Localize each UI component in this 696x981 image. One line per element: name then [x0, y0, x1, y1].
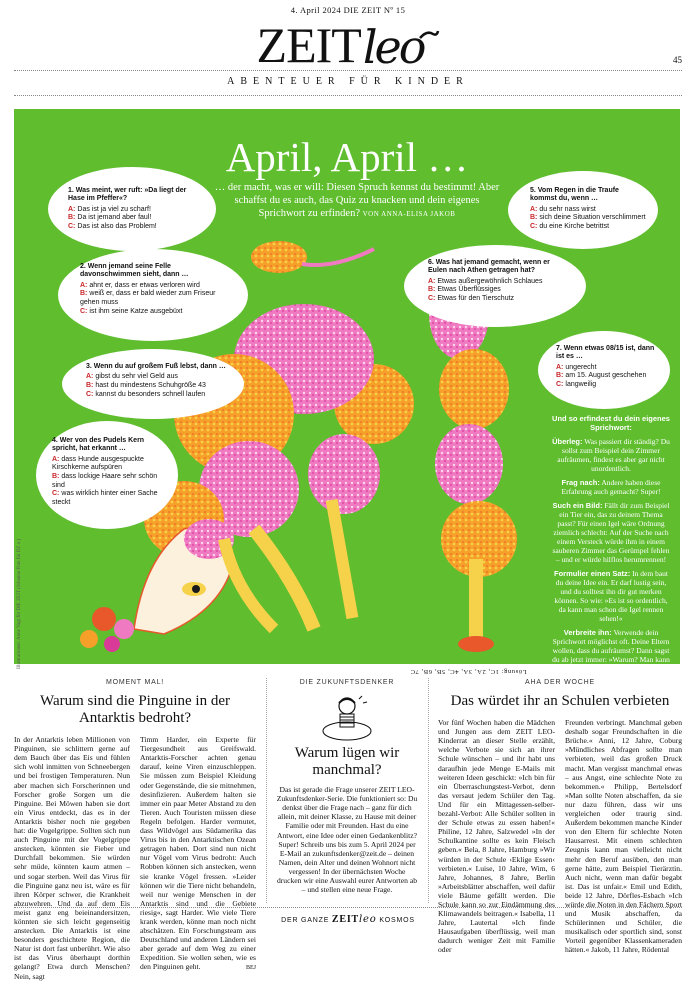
masthead-rule-top: [14, 70, 682, 71]
answer-letter: A:: [68, 205, 76, 213]
answer-letter: C:: [86, 390, 94, 398]
lion-tail-icon: [419, 28, 439, 42]
answer-option[interactable]: [52, 456, 164, 473]
answer-text: Das ist ja viel zu scharf!: [77, 205, 151, 213]
answer-text: dass Hunde ausgespuckte Kirschkerne aufspüren: [52, 455, 144, 472]
answer-option[interactable]: [80, 290, 230, 307]
column-zukunftsdenker: [276, 678, 418, 894]
logo-zeit: ZEIT: [256, 17, 361, 73]
step-label: Such ein Bild:: [552, 501, 603, 510]
answer-letter: C:: [68, 223, 76, 230]
instruction-step: [550, 569, 672, 623]
instruction-step: [550, 437, 672, 473]
instruction-step: [550, 628, 672, 673]
quiz-bubble-5: [508, 171, 658, 249]
quiz-bubble-1: [48, 167, 216, 251]
masthead-rule-bottom: [14, 95, 682, 96]
answer-letter: C:: [52, 490, 60, 498]
answer-text: dass lockige Haare sehr schön sind: [52, 473, 158, 489]
footer-brand[interactable]: [0, 914, 696, 925]
question-text: 3. Wenn du auf großem Fuß lebst, dann …: [86, 363, 226, 370]
answer-option[interactable]: [530, 206, 646, 215]
issue-date: 4. April 2024 DIE ZEIT Nº 15: [290, 5, 406, 15]
answer-text: gibst du sehr viel Geld aus: [95, 373, 178, 381]
answer-letter: B:: [556, 372, 564, 380]
answer-option[interactable]: [80, 282, 230, 291]
answer-option[interactable]: [556, 372, 660, 381]
answer-text: Etwas außergewöhnlich Schlaues: [437, 277, 543, 285]
answer-text: ist ihm seine Katze ausgebüxt: [89, 307, 183, 315]
answer-option[interactable]: [86, 382, 226, 391]
answer-text: weiß er, dass er bald wieder zum Friseur gehen muss: [80, 290, 216, 306]
instruction-step: [550, 478, 672, 496]
quiz-bubble-7: [538, 331, 670, 409]
column-penguins: [14, 678, 256, 981]
answer-text: hast du mindestens Schuhgröße 43: [95, 382, 206, 389]
answer-text: langweilig: [565, 381, 597, 388]
page-number: 45: [673, 55, 682, 65]
answer-letter: C:: [80, 307, 88, 315]
instruction-step: [550, 501, 672, 564]
answer-letter: A:: [428, 277, 436, 285]
answer-text: Etwas für den Tierschutz: [437, 295, 515, 302]
answer-text: kannst du besonders schnell laufen: [95, 390, 206, 398]
answer-text: Da ist jemand aber faul!: [77, 214, 152, 222]
answer-letter: B:: [68, 214, 76, 222]
answer-option[interactable]: [86, 373, 226, 382]
answer-option[interactable]: [428, 286, 568, 295]
answer-letter: C:: [428, 295, 436, 302]
answer-text: Etwas Überflüssiges: [437, 286, 501, 294]
answer-letter: A:: [86, 373, 94, 381]
answer-letter: A:: [530, 205, 538, 213]
answer-text: du eine Kirche betrittst: [539, 223, 610, 230]
answer-letter: C:: [530, 223, 538, 230]
answer-letter: B:: [80, 290, 88, 298]
zeit-leo-logo[interactable]: [0, 14, 696, 74]
answer-text: was wirklich hinter einer Sache steckt: [52, 490, 158, 506]
answer-option[interactable]: [556, 364, 660, 373]
column-kicker: DIE ZUKUNFTSDENKER: [299, 679, 395, 686]
quiz-bubble-2: [58, 249, 248, 341]
step-text: Verwende dein Sprichwort möglichst oft. Deine Eltern wollen, dass du aufräumst? Dann sagst du ab jetzt immer: »Warum? Man kann doch schon die Igel rennen sehen!«: [552, 628, 670, 673]
instructions-heading: Und so erfindest du dein eigenes Sprichwort:: [552, 414, 670, 432]
answer-option[interactable]: [52, 490, 164, 507]
answer-letter: B:: [86, 382, 94, 389]
step-text: In dem baut du deine Idee ein. Er darf lustig sein, und du solltest ihn dir gut merken können. So wie: »Es ist so ordentlich, da kann man schon die Igel rennen sehen!«: [554, 569, 668, 623]
column-kicker: AHA DER WOCHE: [525, 679, 595, 686]
article-text-continued: Timm Harder, ein Experte für Tiergesundheit aus Greifswald. Antarktis-Forscher achten genau darauf, keine Viren einzuschleppen. Sie müssen zum Beispiel Kleidung oder Gegenstände, die sie mitnehmen, desinfizieren. Außerdem halten sie immer ein paar Meter Abstand zu den Tieren. Auch Touristen müssen diese Regeln befolgen. Harder vermutet, dass Wildvögel aus Südamerika das Virus bis in den Antarktischen Ozean getragen haben. Dort sind nun nicht nur Vögel vom Virus bedroht: Auch Robben können sich anstecken, wenn sie kranke Vögel fressen. »Leider können wir die Tiere nicht behandeln, weil nur wenige Menschen in der Antarktis sind und die Gebiete riesig«, sagt Harder. Wie viele Tiere krank werden, könne man noch nicht abschätzen. Ein Forschungsteam aus Deutschland und anderen Ländern sei aber gerade auf dem Weg zu einer Expedition. Sie wollen sehen, wie es den Pinguinen geht.: [140, 735, 256, 972]
answer-text: ahnt er, dass er etwas verloren wird: [89, 281, 200, 289]
answer-text: du sehr nass wirst: [539, 205, 596, 213]
answer-text: am 15. August geschehen: [565, 372, 647, 380]
article-text: [140, 735, 256, 981]
answer-option[interactable]: [52, 473, 164, 490]
intro-text: … der macht, was er will: Diesen Spruch kennst du bestimmt! Aber schaffst du es auch, das Quiz zu knacken und dein eigenes Sprichwort zu erfinden?: [214, 182, 500, 219]
article-text: Das ist gerade die Frage unserer ZEIT LEO-Zukunftsdenker-Serie. Die funktioniert so: Du denkst über die Frage nach – ganz für dich allein, mit deiner Klasse, zu Hause mit deiner Familie oder mit Freunden. Hast du eine Antwort, eine Idee oder einen Gedankenblitz? Super! Schreib uns bis zum 5. April 2024 per E-Mail an zukunftsdenker@zeit.de – deinen Namen, dein Alter und deinen Wohnort nicht vergessen! In der übernächsten Woche drucken wir eine Auswahl eurer Antworten ab – und stellen eine neue Frage.: [276, 785, 418, 895]
question-text: 2. Wenn jemand seine Felle davonschwimmen sieht, dann …: [80, 263, 189, 279]
answer-letter: B:: [530, 214, 538, 222]
answer-option[interactable]: [80, 308, 230, 317]
answer-option[interactable]: [556, 381, 660, 390]
column-divider: [266, 678, 267, 903]
column-divider: [428, 678, 429, 903]
quiz-solution: Lösung: 1C, 2A, 3A, 4C, 5B, 6B, 7C: [410, 668, 527, 675]
question-text: 1. Was meint, wer ruft: »Da liegt der Hase im Pfeffer«?: [68, 187, 187, 203]
step-label: Verbreite ihn:: [563, 628, 612, 637]
quiz-bubble-3: [62, 349, 244, 419]
column-headline: Das würdet ihr an Schulen verbieten: [450, 693, 670, 710]
answer-letter: B:: [52, 473, 60, 480]
section-subtitle: ABENTEUER FÜR KINDER: [227, 76, 469, 87]
answer-option[interactable]: [68, 223, 200, 232]
answer-letter: A:: [80, 281, 88, 289]
answer-letter: A:: [52, 455, 60, 463]
footer-rule: [14, 907, 682, 908]
column-kicker: MOMENT MAL!: [105, 679, 165, 686]
answer-option[interactable]: [68, 206, 200, 215]
step-label: Formulier einen Satz:: [554, 569, 631, 578]
footer-logo-leo: leo: [359, 914, 377, 925]
question-text: 4. Wer von des Pudels Kern spricht, hat erkannt …: [52, 437, 145, 453]
thinker-figure-icon: [317, 693, 377, 743]
quiz-bubble-4: [36, 421, 178, 529]
answer-option[interactable]: [428, 295, 568, 304]
byline: VON ANNA-ELISA JAKOB: [362, 210, 456, 218]
step-text: Was passiert dir ständig? Du sollst zum Beispiel dein Zimmer aufräumen, findest es aber gar nicht unordentlich.: [557, 437, 670, 473]
footer-logo-zeit: ZEIT: [331, 914, 360, 925]
answer-letter: B:: [428, 286, 436, 294]
article-text: In der Antarktis leben Millionen von Pinguinen, sie schlittern gerne auf dem Bauch über das Eis und fühlen sich wohl inmitten von Schneebergen und bei frostigen Temperaturen. Nun aber machen sich Forscherinnen und Forscher große Sorgen um die Pinguine. Bei Möwen haben sie dort ein Virus entdeckt, das es in der Antarktis bisher noch nie gegeben hat: die Vogelgrippe. Sollten sich nun auch Pinguine mit der Vogelgrippe anstecken, könnten sie Fieber und Durchfall bekommen. Sie würden sehr müde, könnten kaum atmen – und sogar sterben. Weil das Virus für die Pinguine ganz neu ist, wäre es für ihren Körper schwer, die Krankheit abzuwehren. Und da auf dem Eis meist ganz eng beieinandersitzen, könnten sie sich leicht gegenseitig anstecken. Die Antarktis ist eine besonders geschichtete Region, die Natur ist dort fast unberührt. Wie also ist das Virus überhaupt dorthin gelangt? Etwa durch Menschen? Nein, sagt: [14, 735, 130, 981]
column-headline: Warum sind die Pinguine in der Antarktis bedroht?: [39, 693, 230, 727]
step-label: Überleg:: [552, 437, 583, 446]
footer-right-text: KOSMOS: [379, 917, 415, 924]
answer-option[interactable]: [68, 214, 200, 223]
article-text: Freunden verbringt. Manchmal geben deshalb sogar Freundschaften in die Brüche.« Anni, 12 Jahre, Coburg »Mündliches Abfragen sollte man verbieten, weil das großen Druck macht. Man vergisst manchmal etwas – aus Angst, eine schlechte Note zu bekommen.« Philipp, Bertelsdorf »Man sollte Noten abschaffen, da sie nur dazu führen, dass wir uns vergleichen oder traurig sind. Außerdem bekommen manche Kinder von den Eltern für schlechte Noten Hausarrest. Mit einem schlechten Zeugnis kann man vielleicht nicht mehr den Beruf ausüben, den man gerne hätte, zum Beispiel Tierärztin. Auch nicht, wenn man dafür begabt ist. Das ist unfair.« Emil und Edith, beide 12 Jahre, Dörfles-Esbach »Ich würde die Noten in den Fächern Sport und Musik abschaffen, da Schülerinnen und Schüler, die musikalisch oder sportlich sind, sonst Vorteil gegenüber Klassenkameraden hätten.« Jakob, 11 Jahre, Rödental: [565, 718, 682, 955]
answer-option[interactable]: [86, 391, 226, 400]
logo-leo: leo: [362, 20, 424, 74]
answer-option[interactable]: [530, 223, 646, 232]
proverb-instructions: [550, 414, 672, 673]
answer-text: sich deine Situation verschlimmert: [539, 214, 646, 222]
column-headline: Warum lügen wir manchmal?: [294, 745, 400, 779]
answer-letter: A:: [556, 363, 564, 371]
footer-left-text: DER GANZE: [281, 917, 330, 924]
step-text: Fällt dir zum Beispiel ein Tier ein, das zu deinem Thema passt? Für einen Igel wäre Ordnung ziemlich schlecht: Auf der Suche nach einem Versteck würde ihm in einem sauberen Zimmer das Gerümpel fehlen – und er würde hilflos herumrennen!: [552, 501, 670, 564]
question-text: 5. Vom Regen in die Traufe kommst du, wenn …: [530, 187, 619, 203]
question-text: 7. Wenn etwas 08/15 ist, dann ist es …: [556, 345, 655, 361]
poster-title: April, April …: [225, 134, 469, 180]
question-text: 6. Was hat jemand gemacht, wenn er Eulen nach Athen getragen hat?: [428, 259, 550, 275]
poster-intro: [214, 181, 500, 221]
step-text: Andere haben diese Erfahrung auch gemacht? Super!: [561, 478, 661, 496]
illustration-credit: Illustrationen: Anne Vagt für DIE ZEIT (Johanna Finn für DZ o.): [17, 538, 22, 669]
article-text: Vor fünf Wochen haben die Mädchen und Jungen aus dem ZEIT LEO-Kinderrat an dieser Stelle erzählt, welche Verbote sie sich an ihrer Schule wünschen – und ihr habt uns daraufhin jede Menge E-Mails mit weiteren Ideen geschickt: »Ich bin für ein Überraschungstest-Verbot, denn das versaut jedem Schüler den Tag. Und für ein Mittagessen-selber-bezahl-Verbot: Alle Schüler sollten in der Schule etwas zu essen haben!« Philine, 12 Jahre, Salzwedel »In der Schulkantine sollte es kein Fleisch geben.« Bela, 8 Jahre, Hamburg »Wir würden in der Schule ›Eklige Essen‹ verbieten.« Luise, 10 Jahre, Wim, 6 Jahre, Johannes, 8 Jahre, Berlin »Arbeitsblätter abschaffen, weil dafür viele Bäume gefällt werden. Die Schule kann so zur Eindämmung des Klimawandels beitragen.« Isabella, 11 Jahre, Lautertal »Ich finde Hausaufgaben überflüssig, weil man dadurch weniger Zeit mit Familie oder: [438, 718, 555, 955]
answer-letter: C:: [556, 381, 564, 388]
answer-text: ungerecht: [565, 363, 597, 371]
answer-option[interactable]: [530, 214, 646, 223]
author-initials: BEJ: [245, 965, 256, 972]
answer-text: Das ist also das Problem!: [77, 223, 157, 230]
quiz-bubble-6: [404, 245, 586, 327]
step-label: Frag nach:: [561, 478, 600, 487]
